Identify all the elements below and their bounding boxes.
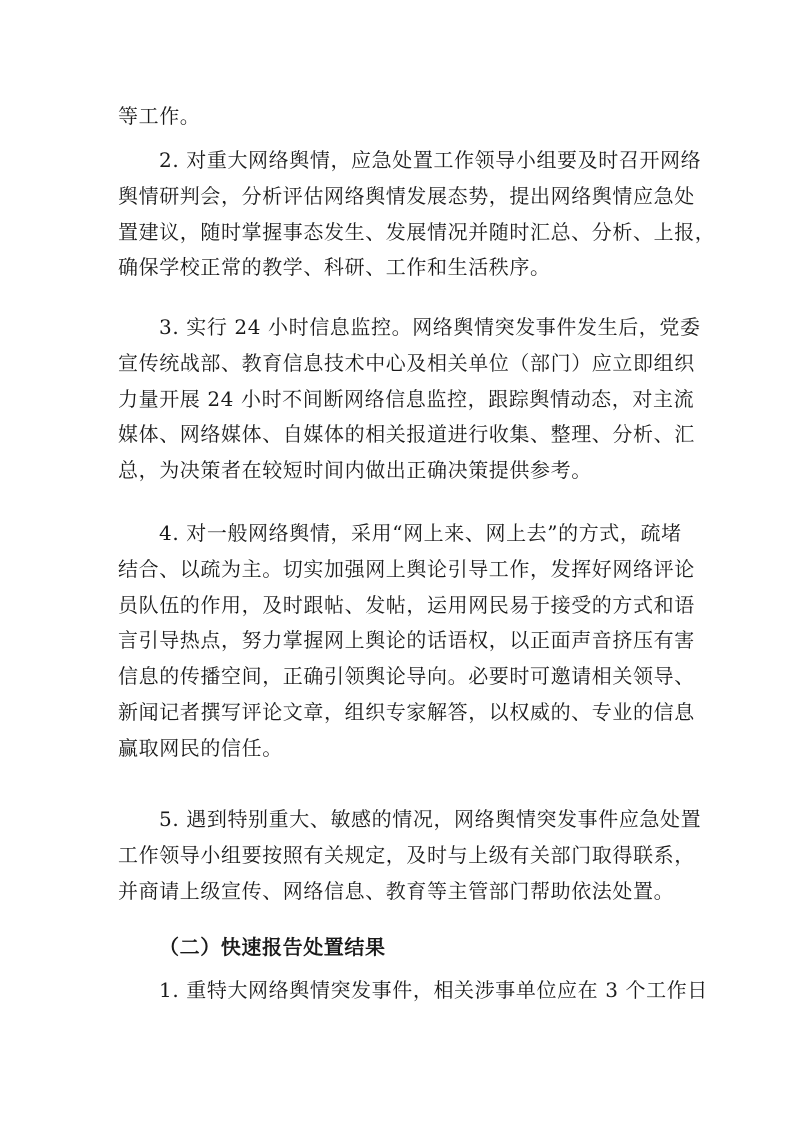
text-line: 舆情研判会，分析评估网络舆情发展态势，提出网络舆情应急处 (118, 183, 695, 208)
text-line: 媒体、网络媒体、自媒体的相关报道进行收集、整理、分析、汇 (118, 422, 695, 447)
text-line: 5. 遇到特别重大、敏感的情况，网络舆情突发事件应急处置 (159, 807, 702, 831)
text-line: 确保学校正常的教学、科研、工作和生活秩序。 (118, 255, 551, 280)
text-line: 3. 实行 24 小时信息监控。网络舆情突发事件发生后，党委 (159, 315, 701, 339)
text-line: 4. 对一般网络舆情，采用“网上来、网上去”的方式，疏堵 (159, 521, 682, 545)
text-line: 结合、以疏为主。切实加强网上舆论引导工作，发挥好网络评论 (118, 556, 695, 581)
text-line: 信息的传播空间，正确引领舆论导向。必要时可邀请相关领导、 (118, 664, 695, 689)
text-line: 工作领导小组要按照有关规定，及时与上级有关部门取得联系， (118, 842, 695, 867)
text-line: 新闻记者撰写评论文章，组织专家解答，以权威的、专业的信息 (118, 699, 695, 724)
paragraph-subitem-1 (118, 973, 708, 1009)
text-line: 总，为决策者在较短时间内做出正确决策提供参考。 (118, 458, 592, 483)
paragraph-item-4 (118, 516, 695, 767)
text-line: 等工作。 (118, 104, 201, 128)
text-line: 置建议，随时掌握事态发生、发展情况并随时汇总、分析、上报， (118, 219, 716, 244)
text-line: 2. 对重大网络舆情，应急处置工作领导小组要及时召开网络 (159, 148, 702, 172)
paragraph-item-2 (118, 143, 716, 286)
text-line: 力量开展 24 小时不间断网络信息监控，跟踪舆情动态，对主流 (118, 386, 695, 411)
text-line: 赢取网民的信任。 (118, 735, 283, 760)
paragraph-item-3 (118, 310, 701, 489)
text-line: 员队伍的作用，及时跟帖、发帖，运用网民易于接受的方式和语 (118, 592, 695, 617)
text-line: 1. 重特大网络舆情突发事件，相关涉事单位应在 3 个工作日 (159, 978, 708, 1002)
paragraph-item-5 (118, 802, 702, 909)
text-line: 宣传统战部、教育信息技术中心及相关单位（部门）应立即组织 (118, 350, 695, 375)
text-line: 并商请上级宣传、网络信息、教育等主管部门帮助依法处置。 (118, 878, 675, 903)
text-line: 言引导热点，努力掌握网上舆论的话语权，以正面声音挤压有害 (118, 628, 695, 653)
section-heading: （二）快速报告处置结果 (159, 935, 386, 959)
paragraph-continuation (118, 99, 678, 135)
